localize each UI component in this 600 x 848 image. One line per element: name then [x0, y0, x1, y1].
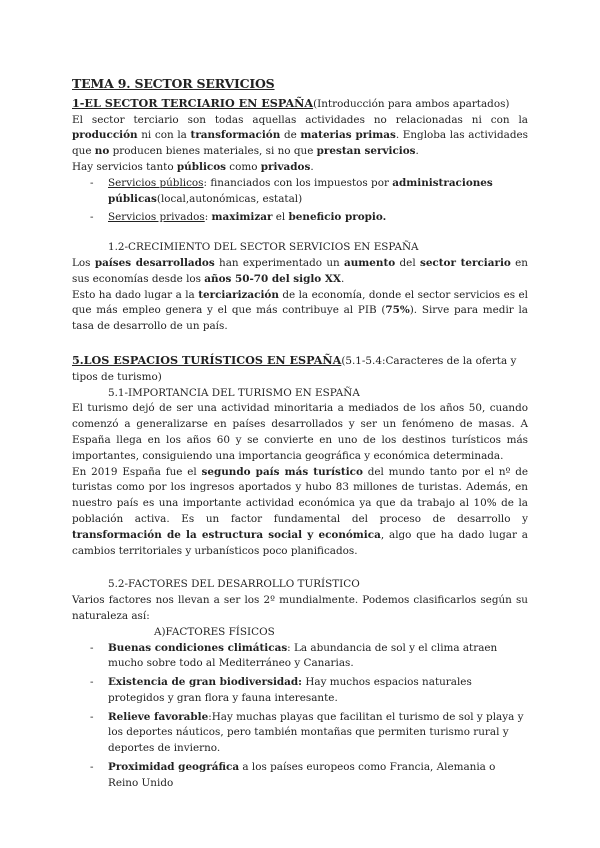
- section-heading-5-strong: 5.LOS ESPACIOS TURÍSTICOS EN ESPAÑA: [72, 352, 342, 367]
- factors-group-heading: A)FACTORES FÍSICOS: [154, 625, 275, 638]
- paragraph-growth: Los países desarrollados han experimentado un aumento del sector terciario en sus economías desde los años 50-70 del siglo XX.: [72, 256, 529, 285]
- paragraph-sector-definition: El sector terciario son todas aquellas actividades no relacionadas ni con la producción ni con la transformación de materias primas. Engloba las actividades que no producen bienes materiales, si no que prestan servicios.: [72, 113, 528, 158]
- section-heading-1-note: (Introducción para ambos apartados): [313, 97, 510, 110]
- service-types-list: [72, 176, 528, 226]
- section-heading-1: [72, 96, 528, 113]
- section-heading-5-note: (5.1-5.4:Caracteres de la oferta y tipos de turismo): [72, 354, 517, 383]
- subsection-heading-5-1: 5.1-IMPORTANCIA DEL TURISMO EN ESPAÑA: [108, 386, 360, 399]
- section-heading-1-strong: 1-EL SECTOR TERCIARIO EN ESPAÑA: [72, 95, 314, 110]
- document-page: [72, 76, 528, 792]
- section-heading-5: [72, 353, 528, 386]
- paragraph-terciarization: Esto ha dado lugar a la terciarización de la economía, donde el sector servicios es el que más empleo genera y el que más contribuye al PIB (75%). Sirve para medir la tasa de desarrollo de un país.: [72, 288, 528, 333]
- list-item: - Existencia de gran biodiversidad: Hay muchos espacios naturales protegidos y gran flora y fauna interesante.: [108, 675, 528, 707]
- paragraph-tourism-importance: El turismo dejó de ser una actividad minoritaria a mediados de los años 50, cuando comenzó a generalizarse en países desarrollados y ser un fenómeno de masas. A España llega en los años 60 y se convierte en uno de los destinos turísticos más importantes, consiguiendo una importancia geográfica y económica determinada.: [72, 402, 528, 462]
- paragraph-tourism-2019: En 2019 España fue el segundo país más turístico del mundo tanto por el nº de turistas como por los ingresos aportados y hubo 83 millones de turistas. Además, en nuestro país es una importante actividad económica ya que da trabajo al 10% de la población activa. Es un factor fundamental del proceso de desarrollo y transformación de la estructura social y económica, algo que ha dado lugar a cambios territoriales y urbanísticos poco planificados.: [72, 465, 528, 557]
- subsection-heading-5-2: 5.2-FACTORES DEL DESARROLLO TURÍSTICO: [108, 578, 360, 591]
- list-item: - Servicios privados: maximizar el beneficio propio.: [108, 210, 528, 226]
- paragraph-service-types: Hay servicios tanto públicos como privados.: [72, 160, 314, 173]
- list-item: - Servicios públicos: financiados con los impuestos por administraciones públicas(local,autonómicas, estatal): [108, 176, 528, 208]
- list-item: - Relieve favorable:Hay muchas playas que facilitan el turismo de sol y playa y los deportes náuticos, pero también montañas que permiten turismo rural y deportes de invierno.: [108, 710, 528, 757]
- subsection-heading-1-2: 1.2-CRECIMIENTO DEL SECTOR SERVICIOS EN ESPAÑA: [108, 241, 419, 254]
- page-title: TEMA 9. SECTOR SERVICIOS: [72, 76, 275, 91]
- list-item: - Proximidad geográfica a los países europeos como Francia, Alemania o Reino Unido: [108, 760, 528, 792]
- physical-factors-list: [72, 641, 528, 792]
- list-item: - Buenas condiciones climáticas: La abundancia de sol y el clima atraen mucho sobre todo al Mediterráneo y Canarias.: [108, 641, 528, 673]
- paragraph-factors-intro: Varios factores nos llevan a ser los 2º mundialmente. Podemos clasificarlos según su naturaleza así:: [72, 594, 528, 622]
